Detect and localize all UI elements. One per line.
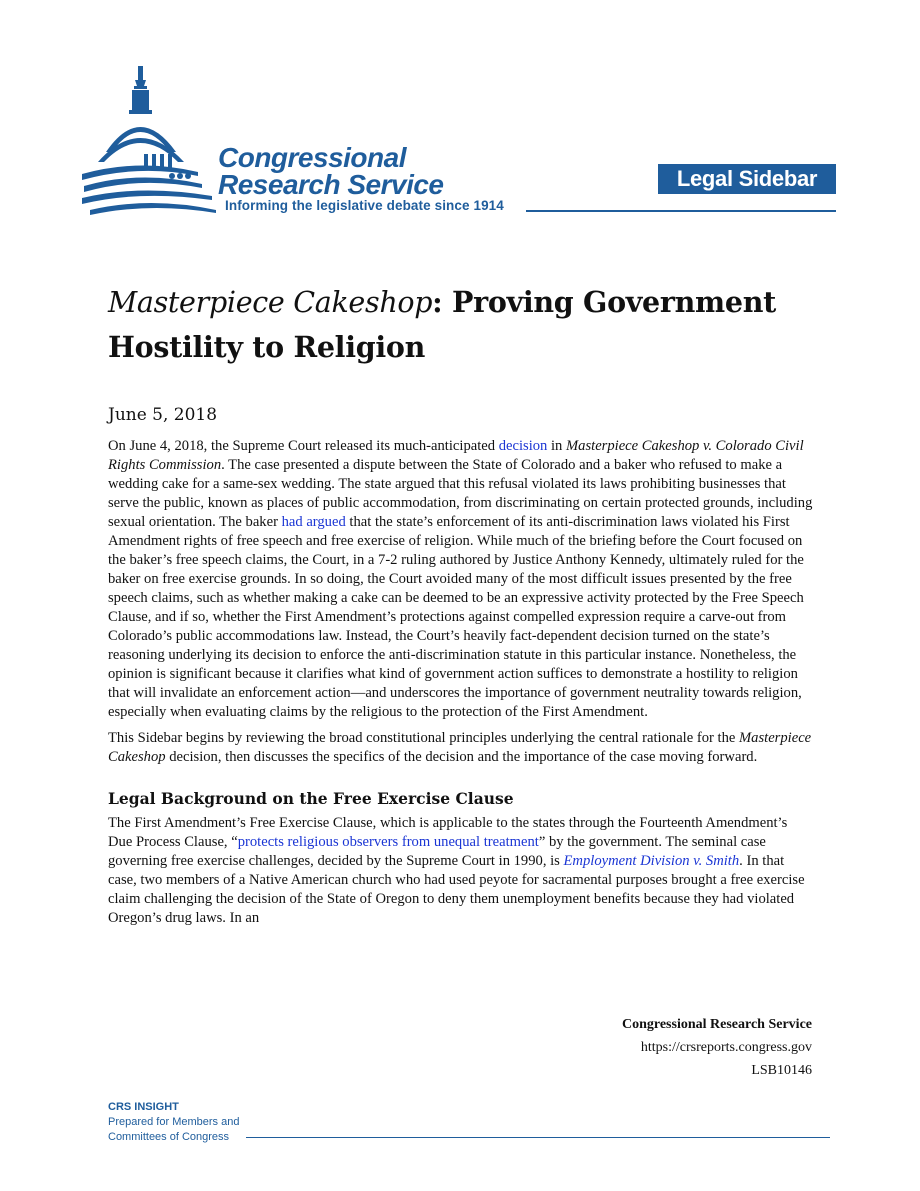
paragraph-1 <box>108 437 814 722</box>
page-title <box>108 280 828 369</box>
title-italic: Masterpiece Cakeshop <box>108 286 433 319</box>
text: . In that case, two members of a Native American church who had used peyote for sacramental purposes brought a free exercise claim challenging the decision of the State of Oregon to deny them unemployment benefits because they had violated Oregon’s drug laws. In an <box>108 853 805 926</box>
case-name: Masterpiece Cakeshop v. Colorado Civil Rights Commission <box>108 438 804 473</box>
text: decision, then discusses the specifics of the decision and the importance of the case moving forward. <box>165 749 758 765</box>
crs-logo <box>80 62 540 222</box>
title-rest: : Proving Government Hostility to Religion <box>108 285 776 364</box>
section-heading: Legal Background on the Free Exercise Clause <box>108 789 514 808</box>
footer-rule <box>246 1137 830 1138</box>
decision-link[interactable]: decision <box>498 438 548 454</box>
org-name-line1: Congressional <box>218 142 406 173</box>
text: On June 4, 2018, the Supreme Court released its much-anticipated <box>108 438 499 454</box>
capitol-dome-icon <box>80 62 220 222</box>
case-name: Masterpiece Cakeshop <box>108 730 812 765</box>
had-argued-link[interactable]: had argued <box>281 514 346 530</box>
crs-insight-block <box>108 1100 239 1145</box>
paragraph-2 <box>108 729 814 767</box>
text: that the state’s enforcement of its anti-discrimination laws violated his First Amendment rights of free speech and free exercise of religion. While much of the briefing before the Court focused on the baker’s free speech claims, the Court, in a 7-2 ruling authored by Justice Anthony Kennedy, ultimately ruled for the baker on free exercise grounds. In so doing, the Court avoided many of the most difficult issues presented by the free speech claims, such as whether making a cake can be deemed to be an expressive activity protected by the Free Speech Clause, and if so, whether the First Amendment’s protections against compelled expression require a carve-out from Colorado’s public accommodations law. Instead, the Court’s heavily fact-dependent decision turned on the state’s reasoning underlying its decision to enforce the anti-discrimination statute in this particular instance. Nonetheless, the opinion is significant because it clarifies what kind of government action suffices to demonstrate a hostility to religion that will invalidate an enforcement action—and underscores the importance of government neutrality towards religion, especially when evaluating claims by the religious to the protection of the First Amendment. <box>108 514 804 720</box>
text: in <box>547 438 566 454</box>
legal-sidebar-badge: Legal Sidebar <box>658 164 836 194</box>
text: ” by the government. The seminal case governing free exercise challenges, decided by the Supreme Court in 1990, is <box>108 834 766 869</box>
text: The First Amendment’s Free Exercise Clause, which is applicable to the states through the Fourteenth Amendment’s Due Process Clause, “ <box>108 815 788 850</box>
prepared-line-2: Committees of Congress <box>108 1131 230 1143</box>
crs-insight-label: CRS INSIGHT <box>108 1101 179 1113</box>
paragraph-3 <box>108 814 814 928</box>
footer-info <box>622 1013 812 1082</box>
text: This Sidebar begins by reviewing the broad constitutional principles underlying the central rationale for the <box>108 730 740 746</box>
smith-case-link[interactable] <box>564 853 740 869</box>
smith-case-title: Employment Division v. Smith <box>563 853 740 869</box>
unequal-treatment-link[interactable]: protects religious observers from unequal treatment <box>237 834 539 850</box>
publication-date: June 5, 2018 <box>108 405 218 425</box>
org-name-line2: Research Service <box>218 169 444 200</box>
prepared-line-1: Prepared for Members and <box>108 1116 240 1128</box>
article-body <box>108 437 814 935</box>
footer-url[interactable]: https://crsreports.congress.gov <box>640 1040 812 1055</box>
org-tagline: Informing the legislative debate since 1914 <box>225 198 504 213</box>
report-code: LSB10146 <box>751 1063 812 1078</box>
text: . The case presented a dispute between the State of Colorado and a baker who refused to make a wedding cake for a same-sex wedding. The state argued that this refusal violated its laws prohibiting businesses that serve the public, known as places of public accommodation, from discriminating on certain protected grounds, including sexual orientation. The baker <box>108 457 813 530</box>
footer-org: Congressional Research Service <box>621 1017 812 1032</box>
header-rule <box>526 210 836 212</box>
